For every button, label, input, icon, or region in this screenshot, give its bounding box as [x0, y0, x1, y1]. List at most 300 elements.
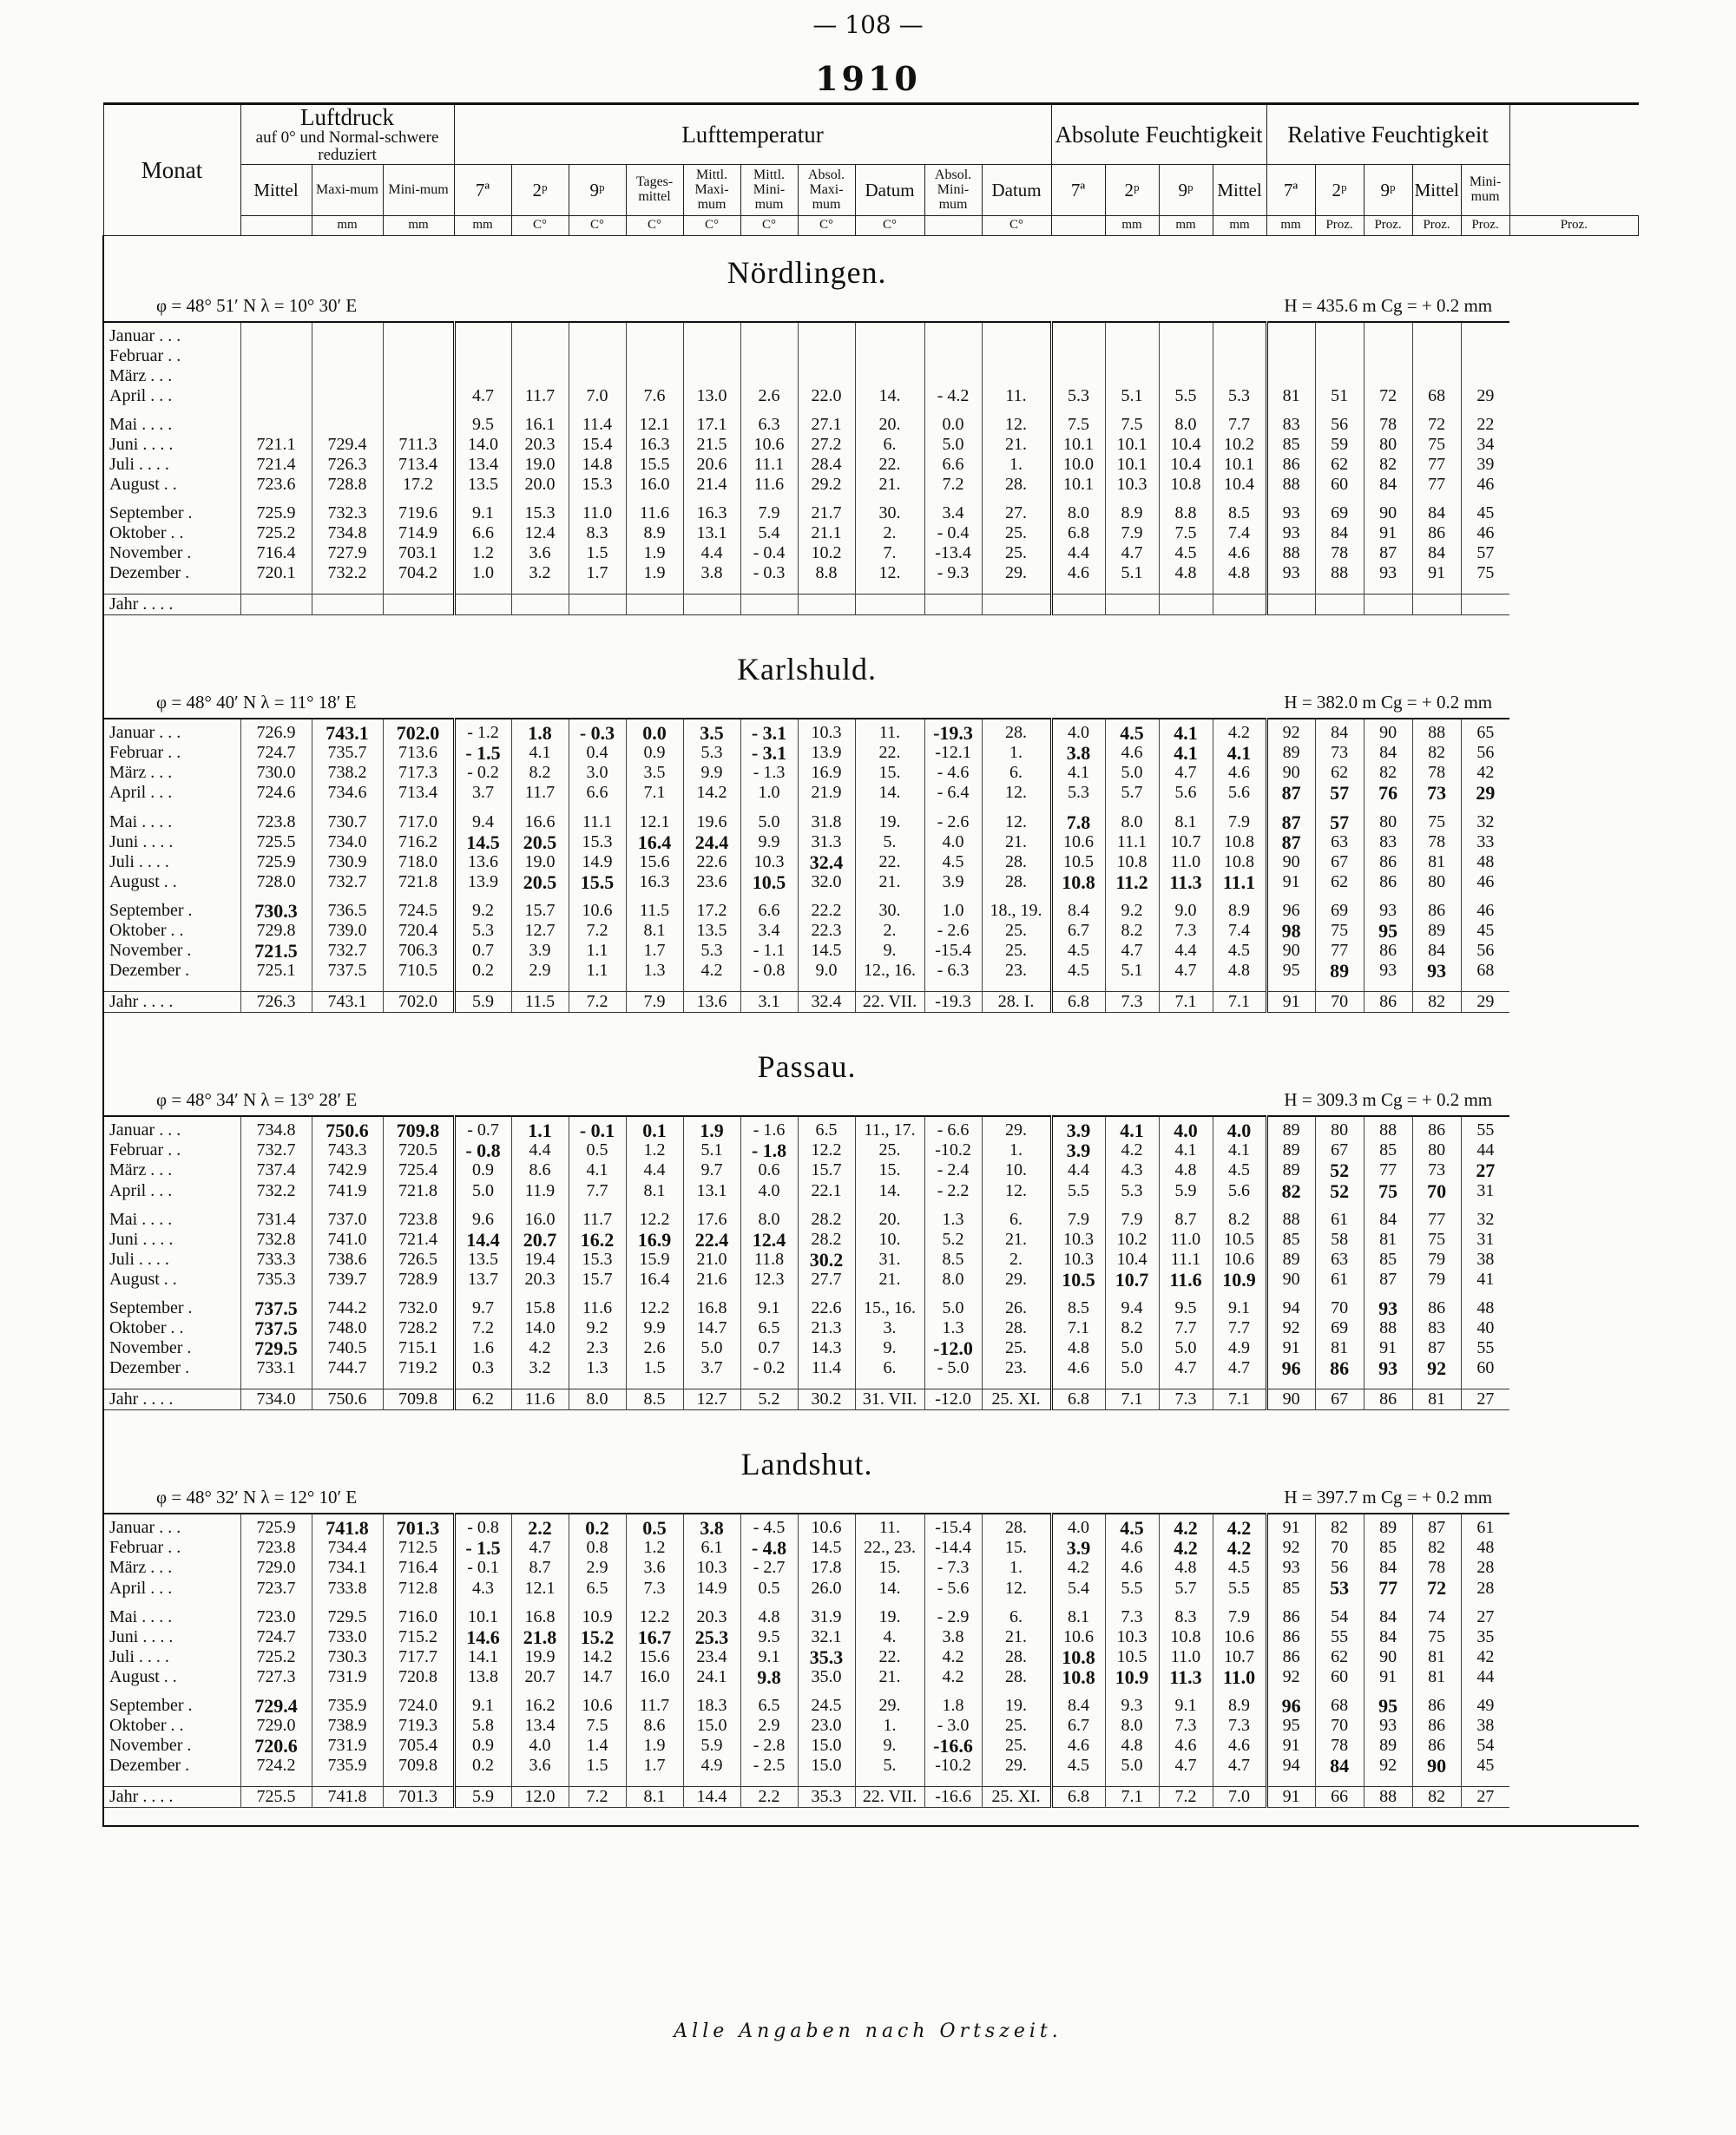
- data-cell: - 2.9: [924, 1607, 982, 1627]
- data-cell: 7.2: [569, 1787, 626, 1808]
- data-cell: 713.4: [383, 455, 454, 475]
- data-cell: 14.2: [569, 1647, 626, 1667]
- data-cell: 28.: [982, 852, 1051, 872]
- data-cell: [683, 366, 740, 386]
- table-row: [103, 595, 1639, 615]
- header-luftdruck-title: Luftdruck: [300, 104, 394, 130]
- data-cell: 93: [1412, 961, 1461, 981]
- data-cell: 7.1: [626, 783, 683, 803]
- data-cell: 4.8: [1159, 1160, 1213, 1180]
- data-cell: 8.8: [1159, 503, 1213, 523]
- data-cell: 72: [1412, 1578, 1461, 1598]
- data-cell: 15.7: [569, 1270, 626, 1290]
- station-title-row: [103, 633, 1639, 686]
- data-cell: [1461, 366, 1509, 386]
- data-cell: [683, 346, 740, 366]
- data-cell: 723.7: [240, 1578, 312, 1598]
- data-cell: 1.: [982, 1140, 1051, 1160]
- data-cell: 721.4: [240, 455, 312, 475]
- data-cell: 1.0: [740, 783, 798, 803]
- data-cell: 13.8: [454, 1667, 511, 1687]
- data-cell: 9.0: [1159, 901, 1213, 921]
- data-cell: 25.: [982, 1716, 1051, 1736]
- data-cell: 15.2: [569, 1627, 626, 1647]
- data-cell: 11.1: [1213, 872, 1266, 892]
- data-cell: 8.1: [1051, 1607, 1105, 1627]
- data-cell: 2.2: [740, 1787, 798, 1808]
- data-cell: 10.2: [1105, 1230, 1159, 1250]
- data-cell: 6.5: [740, 1696, 798, 1716]
- data-cell: 20.: [855, 415, 924, 435]
- data-cell: [798, 366, 855, 386]
- data-cell: 22.: [855, 455, 924, 475]
- data-cell: 1.: [982, 455, 1051, 475]
- header-luftdruck: [240, 104, 454, 165]
- header-monat: Monat: [103, 104, 240, 236]
- data-cell: 7.5: [569, 1716, 626, 1736]
- data-cell: 4.7: [1213, 1358, 1266, 1378]
- station-title-row: [103, 1428, 1639, 1481]
- data-cell: 1.3: [924, 1210, 982, 1230]
- data-cell: 57: [1315, 812, 1364, 832]
- data-cell: 6.8: [1051, 992, 1105, 1013]
- table-row: [103, 961, 1639, 981]
- table-row: [103, 1696, 1639, 1716]
- data-cell: 23.4: [683, 1647, 740, 1667]
- data-cell: 29.: [855, 1696, 924, 1716]
- data-cell: 60: [1315, 475, 1364, 495]
- unit-label: mm: [454, 216, 511, 236]
- data-cell: 7.0: [569, 386, 626, 406]
- data-cell: 3.8: [683, 1518, 740, 1538]
- data-cell: [982, 326, 1051, 346]
- data-cell: [740, 595, 798, 615]
- data-cell: 726.5: [383, 1250, 454, 1270]
- station-title-row: [103, 1030, 1639, 1084]
- data-cell: 5.2: [924, 1230, 982, 1250]
- data-cell: 16.3: [683, 503, 740, 523]
- data-cell: 87: [1364, 543, 1412, 563]
- column-header: Mittel: [1213, 165, 1266, 216]
- table-row: [103, 1578, 1639, 1598]
- data-cell: 16.7: [626, 1627, 683, 1647]
- data-cell: 734.6: [312, 783, 383, 803]
- data-cell: 35.0: [798, 1667, 855, 1687]
- data-cell: [855, 595, 924, 615]
- data-cell: 22. VII.: [855, 1787, 924, 1808]
- station-coordinates: φ = 48° 32′ N λ = 12° 10′ E: [103, 1481, 683, 1514]
- data-cell: 14.: [855, 783, 924, 803]
- data-cell: 75: [1461, 563, 1509, 583]
- data-cell: 29: [1461, 992, 1509, 1013]
- data-cell: 3.6: [511, 1756, 569, 1776]
- month-label: April . . .: [103, 386, 240, 406]
- data-cell: 81: [1315, 1338, 1364, 1358]
- data-cell: [1213, 346, 1266, 366]
- data-cell: [240, 346, 312, 366]
- table-row: [103, 543, 1639, 563]
- data-cell: 732.7: [312, 872, 383, 892]
- data-cell: 743.1: [312, 723, 383, 743]
- month-label: März . . .: [103, 366, 240, 386]
- data-cell: 709.8: [383, 1389, 454, 1410]
- month-label: September .: [103, 901, 240, 921]
- data-cell: 730.9: [312, 852, 383, 872]
- station-name: Karlshuld.: [103, 633, 1509, 686]
- data-cell: 13.1: [683, 523, 740, 543]
- month-label: Juli . . . .: [103, 1250, 240, 1270]
- data-cell: 7.: [855, 543, 924, 563]
- data-cell: 86: [1412, 1298, 1461, 1318]
- data-cell: 726.3: [312, 455, 383, 475]
- data-cell: 7.4: [1213, 523, 1266, 543]
- data-cell: 0.9: [626, 743, 683, 763]
- data-cell: 15.: [855, 1160, 924, 1180]
- data-cell: 3.9: [511, 941, 569, 961]
- table-row: [103, 1181, 1639, 1201]
- data-cell: 733.8: [312, 1578, 383, 1598]
- month-label: September .: [103, 1298, 240, 1318]
- data-cell: 4.0: [1159, 1120, 1213, 1140]
- data-cell: 4.2: [1105, 1140, 1159, 1160]
- data-cell: -10.2: [924, 1140, 982, 1160]
- data-cell: 90: [1364, 1647, 1412, 1667]
- table-row: [103, 1756, 1639, 1776]
- unit-label: C°: [683, 216, 740, 236]
- data-cell: 22: [1461, 415, 1509, 435]
- data-cell: 75: [1364, 1181, 1412, 1201]
- station-coordinates: φ = 48° 34′ N λ = 13° 28′ E: [103, 1084, 683, 1116]
- data-cell: 10.4: [1159, 435, 1213, 455]
- data-cell: 14.5: [798, 1538, 855, 1558]
- data-cell: 4.5: [1105, 1518, 1159, 1538]
- data-cell: 46: [1461, 872, 1509, 892]
- data-cell: 92: [1364, 1756, 1412, 1776]
- data-cell: 15.3: [569, 1250, 626, 1270]
- data-cell: 11.5: [626, 901, 683, 921]
- data-cell: 8.7: [1159, 1210, 1213, 1230]
- data-cell: 88: [1266, 1210, 1315, 1230]
- data-cell: 10.8: [1105, 852, 1159, 872]
- data-cell: 15.7: [511, 901, 569, 921]
- data-cell: 717.3: [383, 763, 454, 783]
- data-cell: 9.1: [1159, 1696, 1213, 1716]
- data-cell: 715.2: [383, 1627, 454, 1647]
- data-cell: 713.4: [383, 783, 454, 803]
- data-cell: [240, 415, 312, 435]
- data-cell: 0.0: [626, 723, 683, 743]
- data-cell: 4.0: [924, 832, 982, 852]
- data-cell: 9.1: [740, 1298, 798, 1318]
- data-cell: 9.: [855, 1736, 924, 1756]
- data-cell: 16.4: [626, 832, 683, 852]
- data-cell: 88: [1364, 1787, 1412, 1808]
- data-cell: 5.3: [1105, 1181, 1159, 1201]
- table-header: [103, 104, 1639, 236]
- data-cell: 724.6: [240, 783, 312, 803]
- data-cell: 92: [1266, 1538, 1315, 1558]
- data-cell: 29: [1461, 386, 1509, 406]
- data-cell: 84: [1315, 523, 1364, 543]
- data-cell: 12.1: [511, 1578, 569, 1598]
- data-cell: 10.4: [1159, 455, 1213, 475]
- data-cell: 1.3: [569, 1358, 626, 1378]
- data-cell: [1105, 366, 1159, 386]
- column-header: 7ª: [1051, 165, 1105, 216]
- month-label: Jahr . . . .: [103, 1389, 240, 1410]
- month-label: Januar . . .: [103, 326, 240, 346]
- data-cell: 20.0: [511, 475, 569, 495]
- data-cell: 4.6: [1051, 1736, 1105, 1756]
- data-cell: 725.1: [240, 961, 312, 981]
- data-cell: 6.8: [1051, 523, 1105, 543]
- data-cell: 60: [1461, 1358, 1509, 1378]
- table-row: [103, 1250, 1639, 1270]
- unit-label: [1051, 216, 1105, 236]
- data-cell: 5.0: [683, 1338, 740, 1358]
- data-cell: 3.6: [511, 543, 569, 563]
- data-cell: 7.3: [1159, 1389, 1213, 1410]
- data-cell: 4.7: [1159, 1756, 1213, 1776]
- data-cell: 4.4: [683, 543, 740, 563]
- data-cell: 743.3: [312, 1140, 383, 1160]
- data-cell: 10.8: [1159, 475, 1213, 495]
- data-cell: 70: [1412, 1181, 1461, 1201]
- data-cell: 19.: [855, 812, 924, 832]
- data-cell: 87: [1412, 1518, 1461, 1538]
- column-header: Mini-mum: [1461, 165, 1509, 216]
- data-cell: 0.5: [626, 1518, 683, 1538]
- data-cell: 96: [1266, 1696, 1315, 1716]
- data-cell: 57: [1461, 543, 1509, 563]
- data-cell: 3.9: [1051, 1538, 1105, 1558]
- data-cell: [240, 366, 312, 386]
- data-cell: 741.0: [312, 1230, 383, 1250]
- data-cell: 732.0: [383, 1298, 454, 1318]
- data-cell: 741.9: [312, 1181, 383, 1201]
- data-cell: 89: [1364, 1736, 1412, 1756]
- data-cell: 85: [1364, 1140, 1412, 1160]
- data-cell: 12.: [982, 1578, 1051, 1598]
- data-cell: - 1.3: [740, 763, 798, 783]
- data-cell: - 2.7: [740, 1558, 798, 1578]
- month-label: April . . .: [103, 1578, 240, 1598]
- data-cell: 10.5: [1051, 1270, 1105, 1290]
- data-cell: 63: [1315, 832, 1364, 852]
- data-cell: 88: [1266, 475, 1315, 495]
- data-cell: 86: [1266, 1627, 1315, 1647]
- data-cell: 4.0: [1213, 1120, 1266, 1140]
- data-cell: 12.2: [626, 1607, 683, 1627]
- data-cell: 20.3: [511, 1270, 569, 1290]
- data-cell: 45: [1461, 921, 1509, 941]
- data-cell: 5.7: [1105, 783, 1159, 803]
- data-cell: 41: [1461, 1270, 1509, 1290]
- data-cell: 5.3: [1213, 386, 1266, 406]
- data-cell: 8.5: [1213, 503, 1266, 523]
- data-cell: 10.7: [1105, 1270, 1159, 1290]
- data-cell: 42: [1461, 763, 1509, 783]
- data-cell: 13.1: [683, 1181, 740, 1201]
- data-cell: 14.4: [683, 1787, 740, 1808]
- data-cell: 31.8: [798, 812, 855, 832]
- data-cell: 719.3: [383, 1716, 454, 1736]
- table-row: [103, 1647, 1639, 1667]
- data-cell: [1051, 346, 1105, 366]
- data-cell: 1.3: [924, 1318, 982, 1338]
- data-cell: 1.9: [683, 1120, 740, 1140]
- month-label: Oktober . .: [103, 921, 240, 941]
- data-cell: [1105, 326, 1159, 346]
- data-cell: 725.5: [240, 1787, 312, 1808]
- data-cell: 24.1: [683, 1667, 740, 1687]
- data-cell: 81: [1412, 852, 1461, 872]
- data-cell: - 4.5: [740, 1518, 798, 1538]
- data-cell: 1.9: [626, 563, 683, 583]
- data-cell: -19.3: [924, 992, 982, 1013]
- data-cell: 5.7: [1159, 1578, 1213, 1598]
- data-cell: 10.3: [740, 852, 798, 872]
- data-cell: 7.8: [1051, 812, 1105, 832]
- data-cell: - 2.2: [924, 1181, 982, 1201]
- data-cell: 27: [1461, 1787, 1509, 1808]
- data-cell: 86: [1266, 1607, 1315, 1627]
- data-cell: 0.1: [626, 1120, 683, 1140]
- data-cell: 4.7: [511, 1538, 569, 1558]
- column-header: 9ᵖ: [1159, 165, 1213, 216]
- data-cell: 15.0: [798, 1736, 855, 1756]
- data-cell: 29.: [982, 1756, 1051, 1776]
- data-cell: 4.7: [1105, 941, 1159, 961]
- data-cell: 46: [1461, 523, 1509, 543]
- data-cell: - 3.1: [740, 743, 798, 763]
- data-cell: 12.0: [511, 1787, 569, 1808]
- data-cell: 84: [1412, 503, 1461, 523]
- data-cell: 734.0: [240, 1389, 312, 1410]
- data-cell: [569, 346, 626, 366]
- data-cell: 5.3: [683, 941, 740, 961]
- data-cell: 11.1: [740, 455, 798, 475]
- data-cell: 1.0: [924, 901, 982, 921]
- station-height: H = 435.6 m Cg = + 0.2 mm: [1284, 295, 1493, 317]
- data-cell: 4.6: [1213, 763, 1266, 783]
- data-cell: [1412, 346, 1461, 366]
- month-label: August . .: [103, 872, 240, 892]
- data-cell: 20.5: [511, 872, 569, 892]
- data-cell: 7.6: [626, 386, 683, 406]
- data-cell: 5.0: [740, 812, 798, 832]
- column-header: Mittl. Mini-mum: [740, 165, 798, 216]
- data-cell: 86: [1266, 455, 1315, 475]
- data-cell: 25.: [982, 941, 1051, 961]
- data-cell: 11.2: [1105, 872, 1159, 892]
- table-row: [103, 852, 1639, 872]
- data-cell: 6.5: [569, 1578, 626, 1598]
- data-cell: 91: [1266, 1338, 1315, 1358]
- station-coord-row: [103, 1084, 1639, 1116]
- data-cell: 8.9: [1213, 901, 1266, 921]
- data-cell: 84: [1412, 543, 1461, 563]
- data-cell: 14.8: [569, 455, 626, 475]
- data-cell: 714.9: [383, 523, 454, 543]
- data-cell: 12.: [982, 783, 1051, 803]
- data-cell: 63: [1315, 1250, 1364, 1270]
- data-cell: 730.0: [240, 763, 312, 783]
- data-cell: 85: [1266, 435, 1315, 455]
- data-cell: 8.0: [569, 1389, 626, 1410]
- data-cell: 4.8: [1213, 563, 1266, 583]
- data-cell: 69: [1315, 901, 1364, 921]
- station-coordinates: φ = 48° 40′ N λ = 11° 18′ E: [103, 686, 683, 719]
- data-cell: 716.4: [240, 543, 312, 563]
- data-cell: 27: [1461, 1389, 1509, 1410]
- month-label: November .: [103, 1736, 240, 1756]
- column-header: 7ª: [1266, 165, 1315, 216]
- table-row: [103, 1716, 1639, 1736]
- data-cell: 13.5: [683, 921, 740, 941]
- data-cell: 11.0: [1159, 852, 1213, 872]
- data-cell: 30.2: [798, 1389, 855, 1410]
- data-cell: [626, 346, 683, 366]
- data-cell: 723.0: [240, 1607, 312, 1627]
- data-cell: 750.6: [312, 1120, 383, 1140]
- data-cell: 3.: [855, 1318, 924, 1338]
- data-cell: 44: [1461, 1667, 1509, 1687]
- data-cell: 28: [1461, 1578, 1509, 1598]
- data-cell: - 2.5: [740, 1756, 798, 1776]
- data-cell: 744.2: [312, 1298, 383, 1318]
- data-cell: 91: [1266, 992, 1315, 1013]
- data-cell: 6.7: [1051, 1716, 1105, 1736]
- data-cell: 1.2: [626, 1538, 683, 1558]
- data-cell: 4.8: [740, 1607, 798, 1627]
- data-cell: 720.1: [240, 563, 312, 583]
- data-cell: 34: [1461, 435, 1509, 455]
- data-cell: 19.4: [511, 1250, 569, 1270]
- data-cell: 52: [1315, 1181, 1364, 1201]
- data-cell: [454, 595, 511, 615]
- table-row: [103, 921, 1639, 941]
- data-cell: 5.2: [740, 1389, 798, 1410]
- data-cell: 3.5: [683, 723, 740, 743]
- data-cell: - 1.5: [454, 743, 511, 763]
- data-cell: 4.2: [1213, 1538, 1266, 1558]
- data-cell: 11.0: [1159, 1230, 1213, 1250]
- data-cell: 5.1: [1105, 563, 1159, 583]
- data-cell: 4.2: [683, 961, 740, 981]
- data-cell: 28.: [982, 1667, 1051, 1687]
- data-cell: 17.6: [683, 1210, 740, 1230]
- data-cell: - 2.8: [740, 1736, 798, 1756]
- data-cell: 10.8: [1051, 1667, 1105, 1687]
- data-cell: 82: [1364, 455, 1412, 475]
- data-cell: 4.6: [1159, 1736, 1213, 1756]
- unit-label: C°: [855, 216, 924, 236]
- station-coord-row: [103, 686, 1639, 719]
- data-cell: 11.5: [511, 992, 569, 1013]
- data-cell: 9.2: [569, 1318, 626, 1338]
- data-cell: 24.4: [683, 832, 740, 852]
- data-cell: 9.5: [454, 415, 511, 435]
- data-cell: 4.0: [1051, 723, 1105, 743]
- data-cell: 29.2: [798, 475, 855, 495]
- data-cell: 733.0: [312, 1627, 383, 1647]
- data-cell: [569, 366, 626, 386]
- data-cell: 93: [1266, 503, 1315, 523]
- data-cell: 6.5: [740, 1318, 798, 1338]
- data-cell: 31.: [855, 1250, 924, 1270]
- station-title-row: [103, 236, 1639, 291]
